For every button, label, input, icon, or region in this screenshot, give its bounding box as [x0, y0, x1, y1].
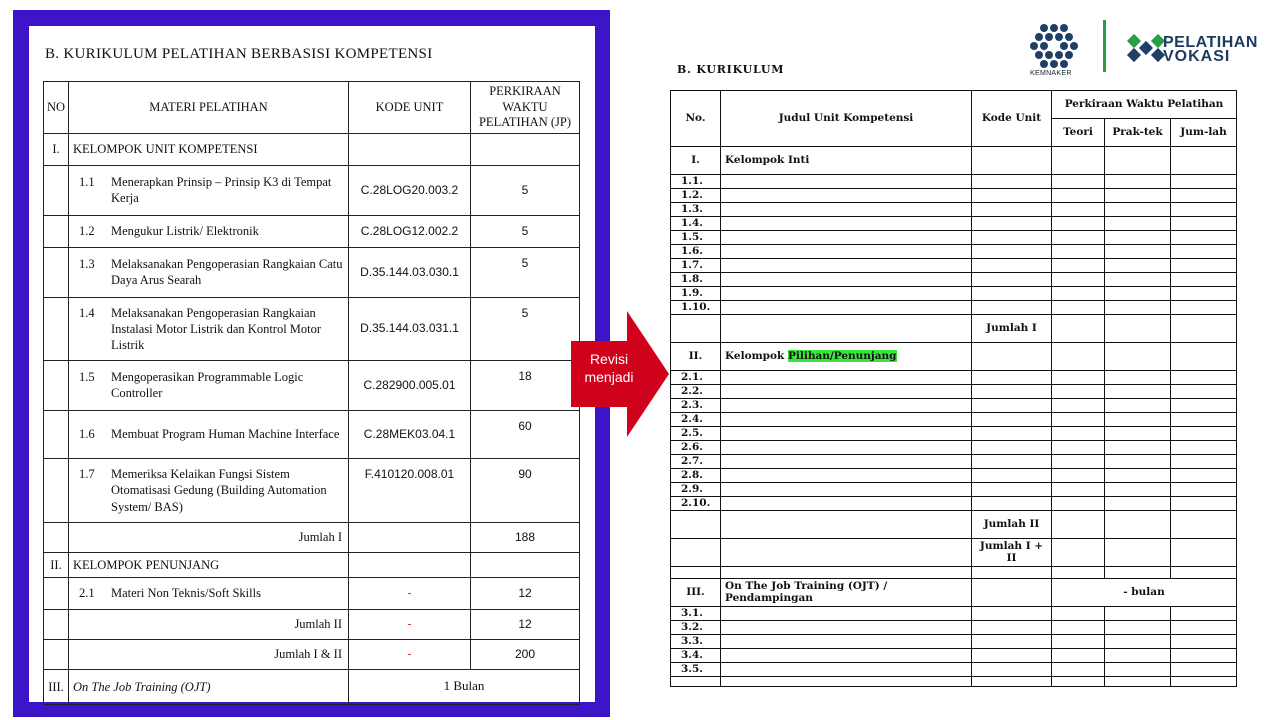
table-row — [671, 231, 1237, 245]
item-number: 1.7 — [79, 467, 95, 481]
ojt-value: 1 Bulan — [349, 669, 580, 704]
table-row — [671, 607, 1237, 621]
table-row — [44, 458, 580, 522]
table-row — [671, 455, 1237, 469]
table-row — [44, 410, 580, 458]
group1-rows — [671, 175, 1237, 315]
vokasi-logo-icon — [1127, 34, 1165, 62]
col-header-jp: PERKIRAAN WAKTU PELATIHAN (JP) — [471, 82, 580, 134]
table-row — [671, 399, 1237, 413]
table-row — [671, 371, 1237, 385]
table-row — [44, 297, 580, 360]
table-row — [671, 217, 1237, 231]
item-number: 1.1 — [79, 175, 95, 190]
ojt-title: On The Job Training (OJT) / Pendampingan — [721, 579, 972, 607]
row-number: 3.1. — [671, 607, 721, 621]
row-number: 2.8. — [671, 469, 721, 483]
unit-jp: 5 — [471, 165, 580, 215]
table-row — [671, 175, 1237, 189]
table-row — [671, 273, 1237, 287]
ojt-row — [44, 669, 580, 704]
group-row — [671, 343, 1237, 371]
table-row — [671, 203, 1237, 217]
group-row — [671, 147, 1237, 175]
table-row — [671, 259, 1237, 273]
right-curriculum-table — [670, 90, 1237, 687]
item-number: 1.4 — [79, 305, 95, 320]
item-number: 1.5 — [79, 370, 95, 385]
table-row — [671, 301, 1237, 315]
item-title: Membuat Program Human Machine Interface — [111, 427, 340, 442]
arrow-label-line2: menjadi — [584, 369, 634, 386]
col-header-jumlah: Jum-lah — [1171, 119, 1237, 147]
group-title: Kelompok Inti — [721, 147, 972, 175]
ojt-title: On The Job Training (OJT) — [69, 669, 349, 704]
unit-jp: 12 — [471, 577, 580, 609]
table-row — [44, 360, 580, 410]
ojt-no: III. — [671, 579, 721, 607]
row-number: 1.1. — [671, 175, 721, 189]
unit-code: D.35.144.03.030.1 — [349, 247, 471, 297]
group-no: II. — [44, 552, 69, 577]
row-number: 3.3. — [671, 635, 721, 649]
item-number: 1.3 — [79, 257, 95, 272]
left-curriculum-table — [43, 81, 580, 705]
table-row — [671, 287, 1237, 301]
table-row — [671, 483, 1237, 497]
table-row — [671, 427, 1237, 441]
unit-jp: 5 — [471, 297, 580, 360]
col-header-teori: Teori — [1052, 119, 1105, 147]
ojt-no: III. — [44, 669, 69, 704]
col-header-no: No. — [671, 91, 721, 147]
group-row — [44, 552, 580, 577]
unit-jp: 90 — [471, 458, 580, 522]
table-row — [671, 663, 1237, 677]
group-no: I. — [44, 133, 69, 165]
ojt-row — [671, 579, 1237, 607]
unit-code: - — [349, 577, 471, 609]
col-header-judul: Judul Unit Kompetensi — [721, 91, 972, 147]
vokasi-label-line2: VOKASI — [1163, 48, 1231, 65]
group-title — [721, 343, 972, 371]
col-header-praktek: Prak-tek — [1105, 119, 1171, 147]
group-no: I. — [671, 147, 721, 175]
table-row — [44, 247, 580, 297]
table-row — [671, 385, 1237, 399]
unit-code: C.28LOG12.002.2 — [349, 215, 471, 247]
row-number: 1.6. — [671, 245, 721, 259]
col-header-kode: KODE UNIT — [349, 82, 471, 134]
sum-label: Jumlah II — [972, 511, 1052, 539]
unit-jp: 60 — [471, 410, 580, 458]
row-number: 2.3. — [671, 399, 721, 413]
group3-rows — [671, 607, 1237, 677]
item-title: Mengoperasikan Programmable Logic Controller — [111, 370, 304, 401]
sum-code: - — [349, 609, 471, 639]
sum-label: Jumlah I & II — [69, 639, 349, 669]
unit-code: F.410120.008.01 — [349, 458, 471, 522]
group-title: KELOMPOK PENUNJANG — [69, 552, 349, 577]
vokasi-label-line1: PELATIHAN — [1163, 34, 1258, 51]
row-number: 1.5. — [671, 231, 721, 245]
logo-divider — [1103, 20, 1106, 72]
row-number: 2.10. — [671, 497, 721, 511]
table-row — [671, 469, 1237, 483]
spacer-row — [671, 567, 1237, 579]
unit-jp: 5 — [471, 215, 580, 247]
item-number: 1.6 — [79, 427, 95, 442]
table-row — [671, 635, 1237, 649]
spacer-row — [671, 677, 1237, 687]
row-number: 3.5. — [671, 663, 721, 677]
col-header-waktu: Perkiraan Waktu Pelatihan — [1052, 91, 1237, 119]
table-row — [671, 413, 1237, 427]
item-title: Melaksanakan Pengoperasian Rangkaian Instalasi Motor Listrik dan Kontrol Motor Listrik — [111, 305, 322, 352]
col-header-no: NO — [44, 82, 69, 134]
table-row — [671, 497, 1237, 511]
group-no: II. — [671, 343, 721, 371]
col-header-materi: MATERI PELATIHAN — [69, 82, 349, 134]
ojt-value: - bulan — [1052, 579, 1237, 607]
table-header-row — [671, 91, 1237, 119]
sum-row — [671, 511, 1237, 539]
sum-row — [44, 639, 580, 669]
sum-jp: 188 — [471, 522, 580, 552]
group-title: KELOMPOK UNIT KOMPETENSI — [69, 133, 349, 165]
row-number: 2.7. — [671, 455, 721, 469]
sum-row — [671, 315, 1237, 343]
table-row — [671, 245, 1237, 259]
unit-code: C.282900.005.01 — [349, 360, 471, 410]
sum-row — [44, 609, 580, 639]
table-row — [671, 621, 1237, 635]
arrow-label — [573, 350, 645, 386]
right-heading: B. KURIKULUM — [677, 63, 785, 76]
row-number: 2.4. — [671, 413, 721, 427]
row-number: 1.2. — [671, 189, 721, 203]
kemnaker-label: KEMNAKER — [1030, 70, 1072, 77]
arrow-label-line1: Revisi — [589, 351, 629, 367]
row-number: 1.3. — [671, 203, 721, 217]
left-document-frame — [13, 10, 610, 717]
group2-rows — [671, 371, 1237, 511]
sum-label: Jumlah II — [69, 609, 349, 639]
table-row — [671, 441, 1237, 455]
row-number: 1.8. — [671, 273, 721, 287]
sum-jp: 200 — [471, 639, 580, 669]
group-title-highlight: Pilihan/Penunjang — [787, 349, 897, 362]
row-number: 2.6. — [671, 441, 721, 455]
item-title: Menerapkan Prinsip – Prinsip K3 di Tempat Kerja — [111, 175, 332, 206]
table-row — [671, 649, 1237, 663]
table-row — [671, 189, 1237, 203]
row-number: 3.4. — [671, 649, 721, 663]
sum-jp: 12 — [471, 609, 580, 639]
row-number: 2.5. — [671, 427, 721, 441]
item-title: Memeriksa Kelaikan Fungsi Sistem Otomatisasi Gedung (Building Automation System/ BAS) — [111, 467, 327, 514]
item-number: 1.2 — [79, 224, 95, 239]
row-number: 2.9. — [671, 483, 721, 497]
table-row — [44, 165, 580, 215]
sum-label: Jumlah I + II — [972, 539, 1052, 567]
unit-code: C.28MEK03.04.1 — [349, 410, 471, 458]
sum-row — [671, 539, 1237, 567]
group-title-prefix: Kelompok — [725, 349, 788, 362]
sum-label: Jumlah I — [69, 522, 349, 552]
row-number: 2.1. — [671, 371, 721, 385]
sum-row — [44, 522, 580, 552]
row-number: 2.2. — [671, 385, 721, 399]
table-row — [44, 215, 580, 247]
table-row — [44, 577, 580, 609]
unit-code: C.28LOG20.003.2 — [349, 165, 471, 215]
item-title: Materi Non Teknis/Soft Skills — [111, 586, 261, 601]
left-document-page — [29, 26, 595, 702]
table-header-row — [44, 82, 580, 134]
unit-code: D.35.144.03.031.1 — [349, 297, 471, 360]
item-title: Mengukur Listrik/ Elektronik — [111, 224, 259, 239]
row-number: 1.7. — [671, 259, 721, 273]
row-number: 1.9. — [671, 287, 721, 301]
row-number: 1.10. — [671, 301, 721, 315]
item-title: Melaksanakan Pengoperasian Rangkaian Catu Daya Arus Searah — [111, 257, 343, 288]
row-number: 3.2. — [671, 621, 721, 635]
group-row — [44, 133, 580, 165]
left-heading: B. KURIKULUM PELATIHAN BERBASISI KOMPETENSI — [45, 46, 433, 62]
item-number: 2.1 — [79, 586, 95, 601]
unit-jp: 18 — [471, 360, 580, 410]
sum-label: Jumlah I — [972, 315, 1052, 343]
sum-code: - — [349, 639, 471, 669]
row-number: 1.4. — [671, 217, 721, 231]
unit-jp: 5 — [471, 247, 580, 297]
col-header-kode: Kode Unit — [972, 91, 1052, 147]
